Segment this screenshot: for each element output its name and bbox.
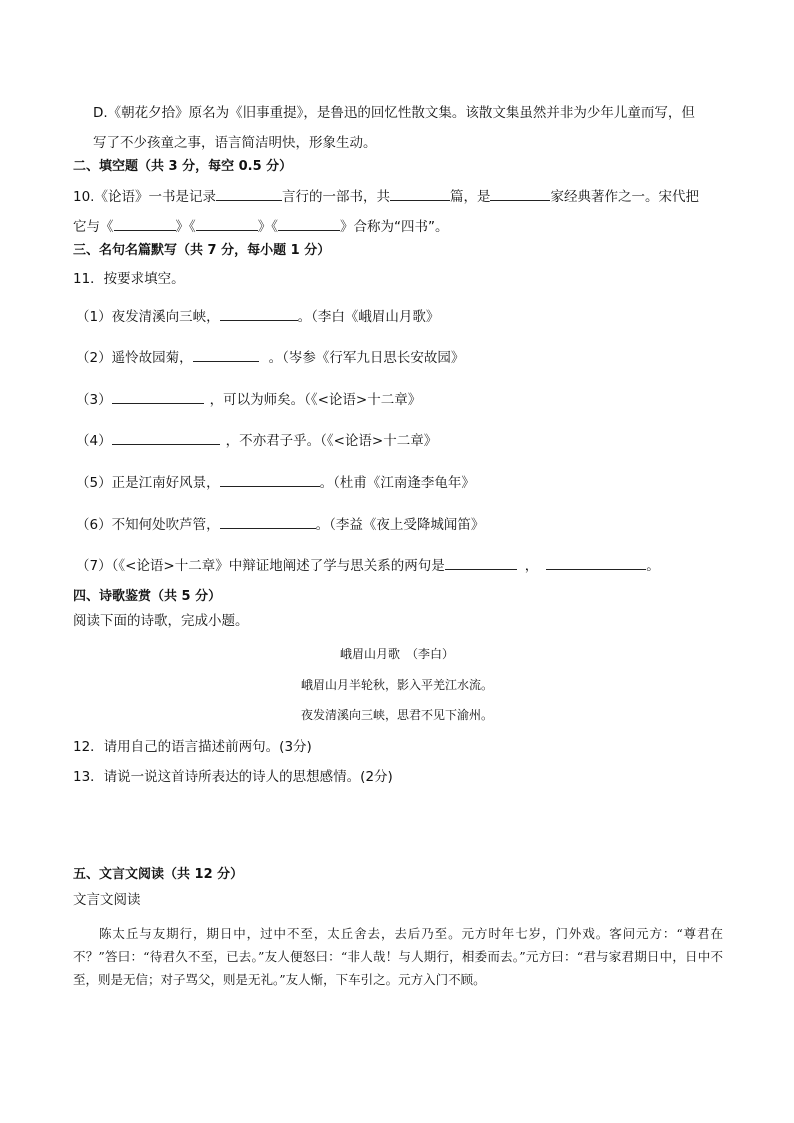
q10-blank-6[interactable] [278,216,340,231]
section4-intro: 阅读下面的诗歌，完成小题。 [73,613,249,629]
q10-text-f: 》《 [175,219,196,235]
q10-text-d: 家经典著作之一。宋代把 [550,189,699,205]
q10-text-e: 它与《 [73,219,114,235]
q9-option-d-line2: 写了不少孩童之事，语言简洁明快，形象生动。 [93,135,377,151]
q10-line2 [73,216,449,236]
q11-item-6-suffix: 。（李益《夜上受降城闻笛》 [315,517,485,533]
q11-item-1 [76,306,439,326]
q11-item-5 [76,472,475,492]
q11-item-7-blank-2[interactable] [546,555,646,570]
section5-intro: 文言文阅读 [73,892,141,908]
q11-item-4-prefix: （4） [76,433,112,449]
q11-item-1-prefix: （1）夜发清溪向三峡， [76,309,220,325]
q10-blank-2[interactable] [390,186,450,201]
q11-item-7-blank-1[interactable] [445,555,517,570]
q11-item-7-prefix: （7）（《<论语>十二章》中辩证地阐述了学与思关系的两句是 [76,558,445,574]
q11-item-6 [76,514,484,534]
q11-item-5-blank[interactable] [220,472,320,487]
q10-text-b: 言行的一部书，共 [281,189,390,205]
q10-text-a: 10.《论语》一书是记录 [73,189,216,205]
q11-prompt: 11．按要求填空。 [73,271,185,287]
poem-title: 峨眉山月歌 （李白） [339,647,454,661]
q11-item-1-suffix: 。（李白《峨眉山月歌》 [297,309,440,325]
q11-item-2-prefix: （2）遥怜故园菊， [76,350,193,366]
q10-blank-4[interactable] [114,216,176,231]
q11-item-3 [76,389,421,409]
q11-item-6-blank[interactable] [220,514,316,529]
poem-line-2: 夜发清溪向三峡，思君不见下渝州。 [300,708,493,722]
q11-item-1-blank[interactable] [220,306,298,321]
q11-item-2 [76,347,464,367]
q11-item-6-prefix: （6）不知何处吹芦管， [76,517,220,533]
q11-item-5-prefix: （5）正是江南好风景， [76,475,220,491]
q11-item-3-blank[interactable] [112,389,204,404]
section4-heading: 四、诗歌鉴赏（共 5 分） [73,589,222,604]
q11-item-3-suffix: ，可以为师矣。（《<论语>十二章》 [209,392,422,408]
q10-text-g: 》《 [257,219,278,235]
q13-prompt: 13．请说一说这首诗所表达的诗人的思想感情。(2分) [73,769,393,785]
classical-passage: 陈太丘与友期行，期日中，过中不至，太丘舍去，去后乃至。元方时年七岁，门外戏。客问元方：“尊君在不？”答曰：“待君久不至，已去。”友人便怒曰：“非人哉！与人期行，相委而去。”元方曰：“君与家君期日中，日中不至，则是无信；对子骂父，则是无礼。”友人惭，下车引之。元方入门不顾。 [73,926,723,987]
q9-option-d-line1: D.《朝花夕拾》原名为《旧事重提》，是鲁迅的回忆性散文集。该散文集虽然并非为少年儿童而写，但 [93,105,695,121]
q10-blank-5[interactable] [196,216,258,231]
section2-heading: 二、填空题（共 3 分，每空 0.5 分） [73,159,293,174]
poem-line-1: 峨眉山月半轮秋，影入平羌江水流。 [300,678,493,692]
q10-line1 [73,186,699,206]
q11-item-2-suffix: 。（岑参《行军九日思长安故园》 [268,350,465,366]
q10-blank-3[interactable] [490,186,550,201]
section5-heading: 五、文言文阅读（共 12 分） [73,867,244,882]
q12-prompt: 12．请用自己的语言描述前两句。(3分) [73,739,312,755]
section3-heading: 三、名句名篇默写（共 7 分，每小题 1 分） [73,243,331,258]
q10-text-c: 篇，是 [449,189,491,205]
q10-blank-1[interactable] [216,186,282,201]
q11-item-7-suffix: 。 [646,558,660,574]
q11-item-4 [76,430,437,450]
q11-item-4-suffix: ，不亦君子乎。（《<论语>十二章》 [225,433,438,449]
q11-item-7 [76,555,660,575]
q11-item-5-suffix: 。（杜甫《江南逢李龟年》 [319,475,475,491]
q11-item-2-blank[interactable] [193,347,259,362]
q11-item-4-blank[interactable] [112,430,220,445]
q11-item-3-prefix: （3） [76,392,112,408]
q10-text-h: 》合称为“四书”。 [340,219,449,235]
q11-item-7-separator: ， [524,558,539,574]
